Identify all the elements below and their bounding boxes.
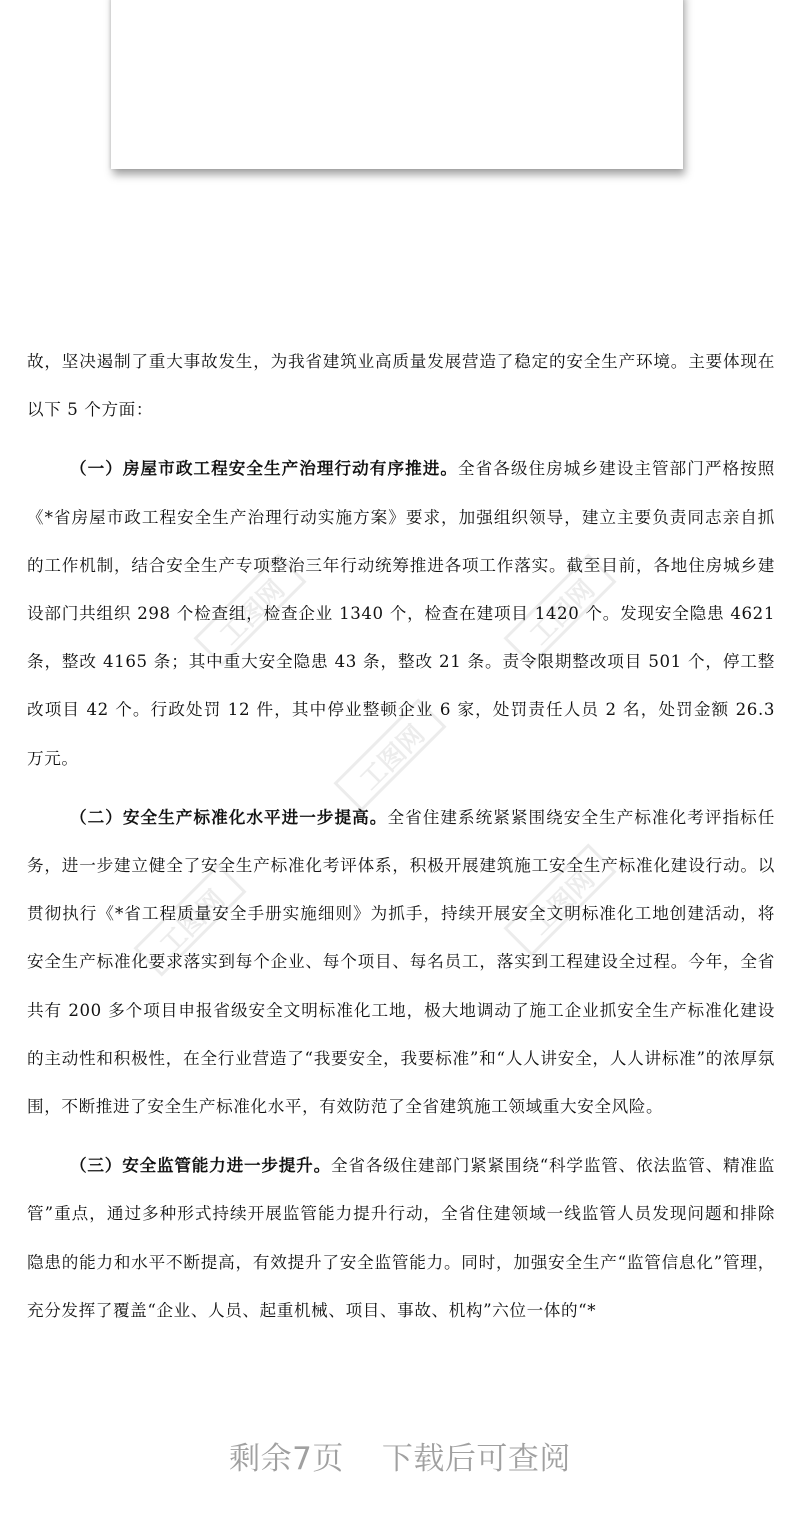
- paragraph-text: 全省各级住房城乡建设主管部门严格按照《*省房屋市政工程安全生产治理行动实施方案》要求，加强组织领导，建立主要负责同志亲自抓的工作机制，结合安全生产专项整治三年行动统筹推进各项工作落实。截至目前，各地住房城乡建设部门共组织 298 个检查组，检查企业 1340 个，检查在建项目 1420 个。发现安全隐患 4621 条，整改 4165 条；其中重大安全隐患 43 条，整改 21 条。责令限期整改项目 501 个，停工整改项目 42 个。行政处罚 12 件，其中停业整顿企业 6 家，处罚责任人员 2 名，处罚金额 26.3 万元。: [27, 459, 775, 768]
- download-to-view-label[interactable]: 下载后可查阅: [381, 1441, 571, 1477]
- paragraph-section-1: [27, 444, 775, 782]
- paragraph-text: 全省各级住建部门紧紧围绕“科学监管、依法监管、精准监管”重点，通过多种形式持续开展监管能力提升行动，全省住建领域一线监管人员发现问题和排除隐患的能力和水平不断提高，有效提升了安全监管能力。同时，加强安全生产“监管信息化”管理，充分发挥了覆盖“企业、人员、起重机械、项目、事故、机构”六位一体的“*: [27, 1156, 775, 1320]
- paragraph-section-2: [27, 793, 775, 1131]
- paragraph-text: 故，坚决遏制了重大事故发生，为我省建筑业高质量发展营造了稳定的安全生产环境。主要体现在以下 5 个方面：: [27, 352, 775, 420]
- remaining-pages-label[interactable]: 剩余7页: [229, 1441, 344, 1477]
- watermark-logo: 工图网: [503, 553, 616, 666]
- paragraph-text: 全省住建系统紧紧围绕安全生产标准化考评指标任务，进一步建立健全了安全生产标准化考评体系，积极开展建筑施工安全生产标准化建设行动。以贯彻执行《*省工程质量安全手册实施细则》为抓手，持续开展安全文明标准化工地创建活动，将安全生产标准化要求落实到每个企业、每个项目、每名员工，落实到工程建设全过程。今年，全省共有 200 多个项目申报省级安全文明标准化工地，极大地调动了施工企业抓安全生产标准化建设的主动性和积极性，在全行业营造了“我要安全，我要标准”和“人人讲安全，人人讲标准”的浓厚氛围，不断推进了安全生产标准化水平，有效防范了全省建筑施工领域重大安全风险。: [27, 807, 775, 1117]
- watermark-logo: 工图网: [193, 553, 306, 666]
- section-heading: （二）安全生产标准化水平进一步提高。: [70, 806, 388, 827]
- paragraph-section-3: [27, 1141, 775, 1335]
- section-heading: （三）安全监管能力进一步提升。: [70, 1155, 331, 1176]
- previous-page-card: [111, 0, 683, 169]
- paragraph-intro: [27, 338, 775, 434]
- download-prompt[interactable]: [0, 1433, 800, 1478]
- section-heading: （一）房屋市政工程安全生产治理行动有序推进。: [70, 458, 458, 479]
- document-body: [27, 338, 775, 1345]
- watermark-logo: 工图网: [503, 843, 616, 956]
- watermark-logo: 工图网: [333, 698, 446, 811]
- watermark-logo: 工图网: [133, 863, 246, 976]
